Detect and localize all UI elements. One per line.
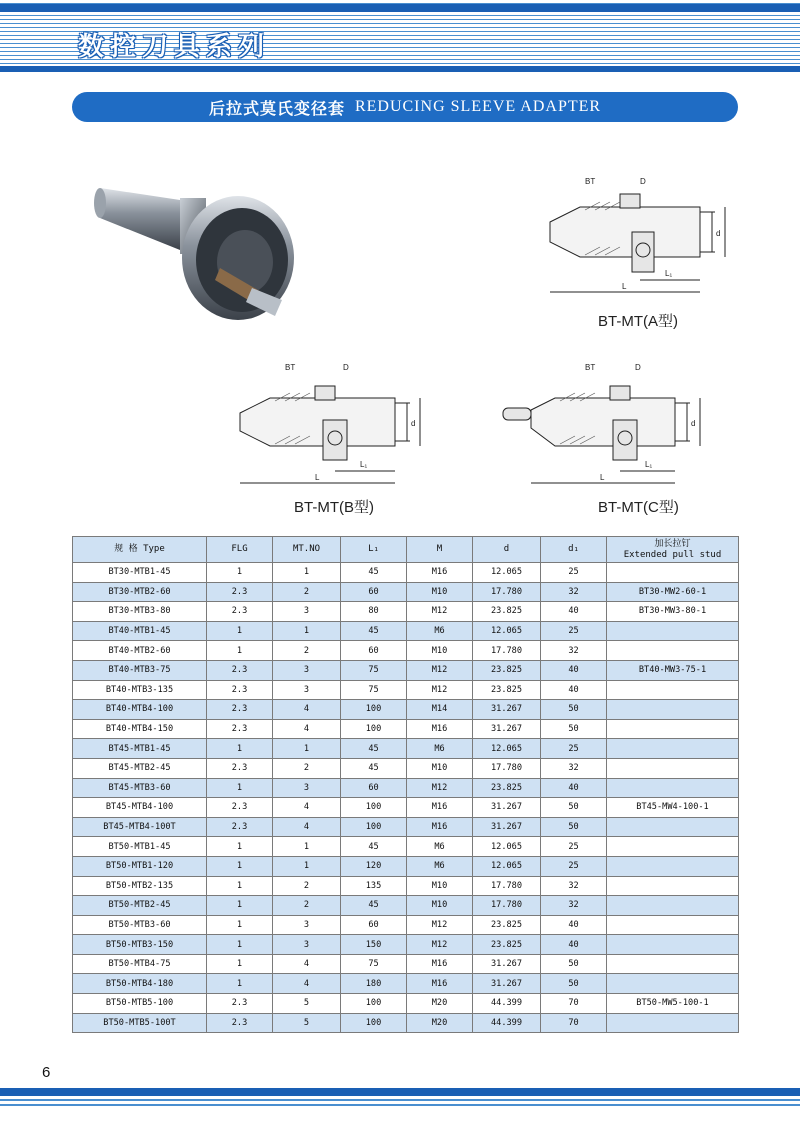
footer-band [0,1088,800,1141]
cell-mtno: 5 [273,994,341,1014]
cell-type: BT30-MTB2-60 [73,582,207,602]
cell-pull-stud [607,817,739,837]
cell-l1: 45 [341,896,407,916]
cell-mtno: 4 [273,954,341,974]
product-photo [70,140,300,340]
cell-type: BT45-MTB3-60 [73,778,207,798]
cell-d: 23.825 [473,660,541,680]
cell-l1: 60 [341,915,407,935]
cell-pull-stud [607,563,739,583]
cell-type: BT40-MTB2-60 [73,641,207,661]
diagram-type-b [225,358,455,498]
cell-m: M16 [407,798,473,818]
cell-m: M16 [407,954,473,974]
cell-mtno: 1 [273,837,341,857]
cell-flg: 1 [207,876,273,896]
cell-l1: 45 [341,621,407,641]
cell-pull-stud [607,876,739,896]
cell-l1: 135 [341,876,407,896]
cell-d1: 40 [541,935,607,955]
cell-mtno: 4 [273,700,341,720]
cell-d1: 32 [541,582,607,602]
header-l1: L₁ [341,537,407,563]
cell-type: BT45-MTB2-45 [73,758,207,778]
cell-mtno: 3 [273,680,341,700]
cell-l1: 100 [341,719,407,739]
section-title-bar [72,92,738,122]
cell-l1: 75 [341,660,407,680]
label-d-upper-a: D [640,177,646,186]
cell-flg: 1 [207,739,273,759]
cell-d1: 25 [541,837,607,857]
cell-d: 12.065 [473,837,541,857]
cell-pull-stud [607,1013,739,1033]
table-row [73,739,739,759]
cell-flg: 2.3 [207,660,273,680]
cell-type: BT50-MTB4-75 [73,954,207,974]
cell-flg: 1 [207,641,273,661]
label-d-lower-c: d [691,419,696,428]
cell-l1: 100 [341,700,407,720]
cell-pull-stud [607,778,739,798]
cell-flg: 2.3 [207,758,273,778]
cell-d1: 50 [541,700,607,720]
table-row [73,660,739,680]
cell-d1: 50 [541,954,607,974]
cell-mtno: 1 [273,621,341,641]
header-d: d [473,537,541,563]
cell-flg: 2.3 [207,602,273,622]
table-row [73,876,739,896]
cell-flg: 2.3 [207,719,273,739]
header-pull-stud-en: Extended pull stud [623,549,722,560]
cell-flg: 1 [207,954,273,974]
header-mtno: MT.NO [273,537,341,563]
cell-m: M10 [407,758,473,778]
cell-mtno: 2 [273,758,341,778]
cell-d1: 40 [541,915,607,935]
cell-type: BT45-MTB4-100T [73,817,207,837]
table-row [73,798,739,818]
cell-d: 31.267 [473,974,541,994]
header-flg: FLG [207,537,273,563]
table-row [73,563,739,583]
cell-d: 23.825 [473,602,541,622]
cell-d1: 50 [541,974,607,994]
cell-l1: 60 [341,641,407,661]
table-row [73,994,739,1014]
table-row [73,817,739,837]
cell-d1: 70 [541,1013,607,1033]
cell-m: M10 [407,876,473,896]
cell-d1: 25 [541,739,607,759]
label-d-lower-a: d [716,229,721,238]
cell-type: BT50-MTB2-45 [73,896,207,916]
cell-mtno: 2 [273,876,341,896]
cell-type: BT40-MTB1-45 [73,621,207,641]
cell-type: BT50-MTB3-150 [73,935,207,955]
cell-l1: 100 [341,798,407,818]
caption-type-b: BT-MT(B型) [294,499,374,516]
cell-d1: 40 [541,778,607,798]
label-l1-c: L₁ [645,460,653,469]
cell-d1: 32 [541,641,607,661]
cell-type: BT30-MTB3-80 [73,602,207,622]
spec-table-wrap [72,536,738,1033]
cell-type: BT30-MTB1-45 [73,563,207,583]
cell-pull-stud [607,935,739,955]
cell-l1: 100 [341,817,407,837]
cell-flg: 1 [207,856,273,876]
cell-l1: 100 [341,994,407,1014]
cell-type: BT50-MTB1-45 [73,837,207,857]
cell-flg: 2.3 [207,994,273,1014]
cell-d1: 32 [541,896,607,916]
caption-type-a: BT-MT(A型) [598,313,678,330]
cell-mtno: 4 [273,719,341,739]
cell-pull-stud [607,974,739,994]
cell-d: 31.267 [473,700,541,720]
cell-m: M6 [407,621,473,641]
header-pull-stud-zh: 加长拉钉 [654,538,691,549]
cell-d: 31.267 [473,954,541,974]
section-title-en: REDUCING SLEEVE ADAPTER [354,98,602,115]
cell-mtno: 3 [273,915,341,935]
cell-mtno: 3 [273,778,341,798]
table-row [73,680,739,700]
cell-pull-stud: BT30-MW3-80-1 [607,602,739,622]
header-pull-stud [607,537,739,563]
cell-mtno: 4 [273,974,341,994]
table-row [73,602,739,622]
cell-m: M20 [407,994,473,1014]
cell-pull-stud [607,621,739,641]
cell-l1: 60 [341,778,407,798]
cell-m: M6 [407,739,473,759]
header-m: M [407,537,473,563]
cell-pull-stud [607,719,739,739]
cell-mtno: 3 [273,602,341,622]
table-row [73,641,739,661]
cell-d: 31.267 [473,719,541,739]
figures-area [70,140,740,530]
cell-flg: 1 [207,778,273,798]
table-row [73,1013,739,1033]
table-row [73,915,739,935]
page-number: 6 [42,1064,51,1081]
cell-mtno: 1 [273,739,341,759]
header-underline [0,66,800,72]
cell-flg: 1 [207,837,273,857]
cell-l1: 45 [341,837,407,857]
cell-type: BT50-MTB5-100T [73,1013,207,1033]
cell-pull-stud [607,700,739,720]
caption-type-c: BT-MT(C型) [598,499,679,516]
page-title: 数控刀具系列 [78,32,271,62]
cell-mtno: 2 [273,641,341,661]
cell-l1: 150 [341,935,407,955]
cell-d1: 40 [541,660,607,680]
cell-flg: 2.3 [207,582,273,602]
cell-l1: 180 [341,974,407,994]
cell-m: M12 [407,660,473,680]
cell-d1: 25 [541,621,607,641]
cell-flg: 2.3 [207,680,273,700]
cell-type: BT45-MTB4-100 [73,798,207,818]
cell-l1: 60 [341,582,407,602]
label-l1-a: L₁ [665,269,673,278]
cell-flg: 1 [207,935,273,955]
cell-m: M16 [407,974,473,994]
cell-mtno: 4 [273,817,341,837]
cell-flg: 1 [207,974,273,994]
cell-d: 23.825 [473,680,541,700]
cell-flg: 1 [207,563,273,583]
header-d1: d₁ [541,537,607,563]
cell-d: 44.399 [473,994,541,1014]
cell-d: 44.399 [473,1013,541,1033]
cell-l1: 45 [341,758,407,778]
cell-type: BT50-MTB3-60 [73,915,207,935]
cell-type: BT45-MTB1-45 [73,739,207,759]
table-row [73,700,739,720]
cell-pull-stud [607,915,739,935]
table-row [73,621,739,641]
table-row [73,954,739,974]
cell-d1: 50 [541,798,607,818]
table-row [73,582,739,602]
label-l1-b: L₁ [360,460,368,469]
label-l-a: L [622,282,627,291]
cell-pull-stud [607,837,739,857]
cell-type: BT50-MTB2-135 [73,876,207,896]
cell-flg: 2.3 [207,798,273,818]
table-row [73,935,739,955]
cell-pull-stud [607,641,739,661]
cell-d: 23.825 [473,935,541,955]
cell-pull-stud [607,680,739,700]
header-stripe [0,4,800,12]
cell-d: 17.780 [473,582,541,602]
cell-mtno: 5 [273,1013,341,1033]
diagram-type-a [540,162,760,312]
spec-table [72,536,739,1033]
label-bt-c: BT [585,363,596,372]
cell-pull-stud [607,954,739,974]
cell-type: BT50-MTB5-100 [73,994,207,1014]
label-l-b: L [315,473,320,482]
diagram-type-c [495,358,735,498]
table-row [73,837,739,857]
cell-pull-stud [607,896,739,916]
cell-d: 23.825 [473,915,541,935]
table-body [73,563,739,1033]
cell-d: 12.065 [473,739,541,759]
cell-d1: 50 [541,719,607,739]
cell-d1: 70 [541,994,607,1014]
section-title-zh: 后拉式莫氏变径套 [208,98,345,118]
label-l-c: L [600,473,605,482]
cell-l1: 45 [341,739,407,759]
cell-d: 31.267 [473,817,541,837]
cell-mtno: 1 [273,563,341,583]
cell-flg: 2.3 [207,1013,273,1033]
cell-m: M20 [407,1013,473,1033]
cell-m: M12 [407,915,473,935]
label-bt-b: BT [285,363,296,372]
cell-m: M6 [407,856,473,876]
cell-type: BT40-MTB4-100 [73,700,207,720]
cell-pull-stud: BT45-MW4-100-1 [607,798,739,818]
cell-m: M14 [407,700,473,720]
cell-l1: 75 [341,954,407,974]
table-row [73,896,739,916]
cell-pull-stud: BT30-MW2-60-1 [607,582,739,602]
cell-l1: 75 [341,680,407,700]
cell-m: M10 [407,896,473,916]
table-row [73,778,739,798]
cell-flg: 1 [207,621,273,641]
cell-d: 12.065 [473,621,541,641]
cell-m: M10 [407,582,473,602]
cell-mtno: 2 [273,582,341,602]
cell-pull-stud [607,739,739,759]
table-row [73,856,739,876]
label-d-lower-b: d [411,419,416,428]
cell-mtno: 3 [273,660,341,680]
cell-d: 17.780 [473,876,541,896]
cell-m: M12 [407,778,473,798]
header-type: 规 格 Type [73,537,207,563]
cell-d1: 40 [541,602,607,622]
cell-d1: 32 [541,876,607,896]
cell-m: M12 [407,680,473,700]
cell-d: 17.780 [473,896,541,916]
cell-d: 17.780 [473,641,541,661]
cell-m: M16 [407,719,473,739]
cell-d1: 32 [541,758,607,778]
cell-flg: 2.3 [207,700,273,720]
cell-m: M16 [407,817,473,837]
cell-type: BT50-MTB4-180 [73,974,207,994]
cell-d: 17.780 [473,758,541,778]
table-row [73,974,739,994]
cell-m: M12 [407,602,473,622]
label-d-upper-c: D [635,363,641,372]
cell-m: M6 [407,837,473,857]
cell-pull-stud: BT50-MW5-100-1 [607,994,739,1014]
cell-pull-stud [607,856,739,876]
cell-m: M10 [407,641,473,661]
cell-d1: 50 [541,817,607,837]
cell-l1: 120 [341,856,407,876]
cell-mtno: 4 [273,798,341,818]
cell-d1: 25 [541,563,607,583]
table-row [73,758,739,778]
cell-type: BT40-MTB3-75 [73,660,207,680]
cell-mtno: 2 [273,896,341,916]
cell-flg: 1 [207,915,273,935]
cell-m: M16 [407,563,473,583]
cell-flg: 1 [207,896,273,916]
cell-type: BT50-MTB1-120 [73,856,207,876]
cell-m: M12 [407,935,473,955]
cell-pull-stud [607,758,739,778]
cell-d: 23.825 [473,778,541,798]
cell-l1: 80 [341,602,407,622]
table-header-row [73,537,739,563]
cell-d: 31.267 [473,798,541,818]
cell-flg: 2.3 [207,817,273,837]
cell-d: 12.065 [473,856,541,876]
cell-type: BT40-MTB4-150 [73,719,207,739]
table-row [73,719,739,739]
cell-pull-stud: BT40-MW3-75-1 [607,660,739,680]
label-d-upper-b: D [343,363,349,372]
cell-type: BT40-MTB3-135 [73,680,207,700]
cell-l1: 100 [341,1013,407,1033]
cell-mtno: 1 [273,856,341,876]
cell-d: 12.065 [473,563,541,583]
cell-l1: 45 [341,563,407,583]
label-bt-a: BT [585,177,596,186]
cell-d1: 40 [541,680,607,700]
cell-mtno: 3 [273,935,341,955]
cell-d1: 25 [541,856,607,876]
